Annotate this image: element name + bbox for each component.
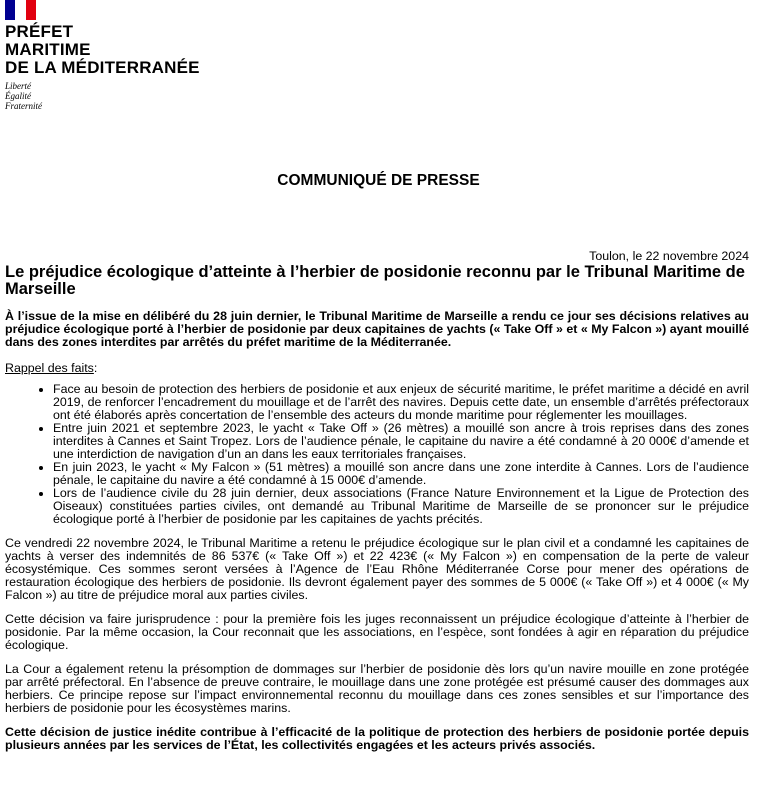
section-heading	[5, 362, 749, 375]
institution-line: PRÉFET	[5, 22, 74, 41]
rappel-heading-text: Rappel des faits	[5, 361, 94, 375]
conclusion-paragraph: Cette décision de justice inédite contribue à l’efficacité de la politique de protection des herbiers de posidonie portée depuis plusieurs années par les services de l’État, les collectivités engagées et les acteurs privés associés.	[5, 725, 749, 752]
list-item: • En juin 2023, le yacht « My Falcon » (51 mètres) a mouillé son ancre dans une zone interdite à Cannes. Lors de l’audience pénale, le capitaine du navire a été condamné à 15 000€ d’amende.	[53, 461, 749, 487]
facts-list	[5, 383, 749, 526]
institution-line: MARITIME	[5, 40, 91, 59]
list-item: • Lors de l’audience civile du 28 juin dernier, deux associations (France Nature Environnement et la Ligue de Protection des Oiseaux) constituées parties civiles, ont demandé au Tribunal Maritime de Marseille de se prononcer sur le préjudice écologique porté à l’herbier de posidonie par les capitaines de yachts précités.	[53, 487, 749, 526]
intro-paragraph: À l’issue de la mise en délibéré du 28 juin dernier, le Tribunal Maritime de Marseille a rendu ce jour ses décisions relatives au préjudice écologique porté à l’herbier de posidonie par deux capitaines de yachts (« Take Off » et « My Falcon ») ayant mouillé dans des zones interdites par arrêtés du préfet maritime de la Méditerranée.	[5, 309, 749, 349]
flag-blue-stripe	[5, 0, 15, 20]
motto-line: Liberté	[5, 81, 31, 91]
body-paragraph: Ce vendredi 22 novembre 2024, le Tribunal Maritime a retenu le préjudice écologique sur le plan civil et a condamné les capitaines de yachts à verser des indemnités de 86 537€ (« Take Off ») et 22 423€ (« My Falcon ») en compensation de la perte de valeur écosystémique. Ces sommes seront versées à l’Agence de l’Eau Rhône Méditerranée Corse pour mener des opérations de restauration écologique des herbiers de posidonie. Ils devront également payer des sommes de 5 000€ (« Take Off ») et 4 000€ (« My Falcon ») au titre de préjudice moral aux parties civiles.	[5, 536, 749, 602]
motto-line: Égalité	[5, 91, 31, 101]
flag-red-stripe	[26, 0, 36, 20]
institution-line: DE LA MÉDITERRANÉE	[5, 58, 200, 77]
place-date: Toulon, le 22 novembre 2024	[589, 249, 749, 263]
flag-white-stripe	[15, 0, 25, 20]
institution-name	[5, 23, 215, 77]
list-item: • Entre juin 2021 et septembre 2023, le yacht « Take Off » (26 mètres) a mouillé son ancre à trois reprises dans des zones interdites à Cannes et Saint Tropez. Lors de l’audience pénale, le capitaine du navire a été condamné à 20 000€ d’amende et une interdiction de navigation d’un an dans les eaux territoriales françaises.	[53, 422, 749, 461]
list-item: • Face au besoin de protection des herbiers de posidonie et aux enjeux de sécurité maritime, le préfet maritime a décidé en avril 2019, de renforcer l’encadrement du mouillage et de l’arrêt des navires. Depuis cette date, un ensemble d’arrêtés préfectoraux ont été élaborés après concertation de l’ensemble des acteurs du monde maritime pour réglementer les mouillages.	[53, 383, 749, 422]
prefecture-logo	[5, 0, 215, 111]
body-paragraph: La Cour a également retenu la présomption de dommages sur l’herbier de posidonie dès lors qu’un navire mouille en zone protégée par arrêté préfectoral. En l’absence de preuve contraire, le mouillage dans une zone protégée est présumé causer des dommages aux herbiers. Ce principe repose sur l’impact environnemental reconnu du mouillage dans ces zones sensibles et sur l’importance des herbiers de posidonie pour les écosystèmes marins.	[5, 662, 749, 715]
document-body	[5, 250, 749, 752]
press-release-title: COMMUNIQUÉ DE PRESSE	[277, 172, 480, 189]
french-flag-icon	[5, 0, 36, 20]
headline: Le préjudice écologique d’atteinte à l’herbier de posidonie reconnu par le Tribunal Maritime de Marseille	[5, 263, 745, 298]
rappel-heading-suffix: :	[93, 361, 98, 375]
body-paragraph: Cette décision va faire jurisprudence : pour la première fois les juges reconnaissent un préjudice écologique d’atteinte à l’herbier de posidonie. Par la même occasion, la Cour reconnait que les associations, en l’espèce, sont fondées à agir en réparation du préjudice écologique.	[5, 612, 749, 652]
motto-line: Fraternité	[5, 101, 42, 111]
republic-motto	[5, 81, 215, 111]
